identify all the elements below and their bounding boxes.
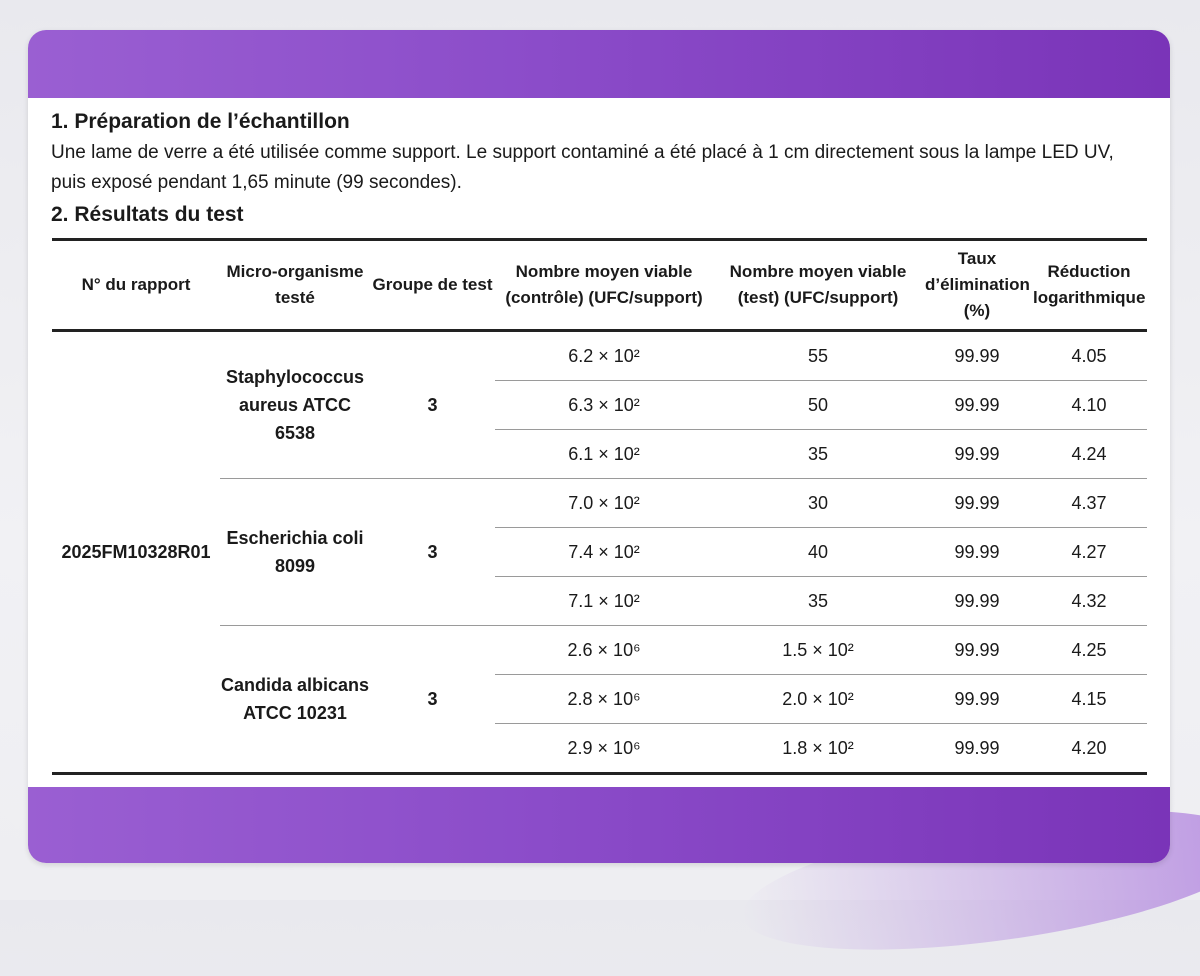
elimination-rate-cell: 99.99 [923, 626, 1031, 675]
elimination-rate-cell: 99.99 [923, 479, 1031, 528]
control-count-cell: 2.8 × 10⁶ [495, 675, 713, 724]
table-row [52, 331, 1147, 381]
elimination-rate-cell: 99.99 [923, 381, 1031, 430]
test-count-cell: 55 [713, 331, 923, 381]
log-reduction-cell: 4.37 [1031, 479, 1147, 528]
control-count-cell: 2.9 × 10⁶ [567, 737, 641, 758]
header-elimination-rate: Taux d’élimination (%) [923, 240, 1031, 331]
section-2-heading: 2. Résultats du test [51, 203, 244, 226]
control-count-cell: 6.2 × 10² [495, 331, 713, 381]
table-header-row [52, 240, 1147, 331]
log-reduction-cell: 4.20 [1071, 737, 1107, 758]
header-log-reduction: Réduction logarithmique [1031, 240, 1147, 331]
control-count-cell: 6.1 × 10² [495, 430, 713, 479]
test-count-cell: 1.5 × 10² [713, 626, 923, 675]
document-card [28, 30, 1170, 863]
log-reduction-cell: 4.24 [1031, 430, 1147, 479]
header-test-count: Nombre moyen viable (test) (UFC/support) [713, 240, 923, 331]
elimination-rate-cell: 99.99 [923, 577, 1031, 626]
log-reduction-cell: 4.10 [1031, 381, 1147, 430]
log-reduction-cell: 4.27 [1031, 528, 1147, 577]
elimination-rate-cell: 99.99 [923, 430, 1031, 479]
header-test-group: Groupe de test [370, 240, 495, 331]
report-number: 2025FM10328R01 [61, 541, 211, 562]
test-group-cell: 3 [427, 688, 438, 709]
test-count-cell: 40 [713, 528, 923, 577]
elimination-rate-cell: 99.99 [923, 675, 1031, 724]
control-count-cell: 7.4 × 10² [495, 528, 713, 577]
organism-cell: Escherichia coli 8099 [220, 479, 370, 626]
control-count-cell: 6.3 × 10² [495, 381, 713, 430]
top-purple-band [28, 30, 1170, 98]
test-count-cell: 35 [713, 430, 923, 479]
test-group-cell: 3 [370, 331, 495, 479]
elimination-rate-cell: 99.99 [923, 331, 1031, 381]
test-count-cell: 35 [713, 577, 923, 626]
header-report-no: N° du rapport [52, 240, 220, 331]
log-reduction-cell: 4.05 [1031, 331, 1147, 381]
organism-cell: Staphylococcus aureus ATCC 6538 [220, 331, 370, 479]
log-reduction-cell: 4.32 [1031, 577, 1147, 626]
header-control-count: Nombre moyen viable (contrôle) (UFC/support) [495, 240, 713, 331]
test-count-cell: 1.8 × 10² [782, 737, 854, 758]
control-count-cell: 2.6 × 10⁶ [495, 626, 713, 675]
section-1-text: Une lame de verre a été utilisée comme support. Le support contaminé a été placé à 1 cm directement sous la lampe LED UV, puis exposé pendant 1,65 minute (99 secondes). [51, 142, 1114, 193]
log-reduction-cell: 4.25 [1031, 626, 1147, 675]
test-count-cell: 30 [713, 479, 923, 528]
test-count-cell: 2.0 × 10² [713, 675, 923, 724]
elimination-rate-cell: 99.99 [923, 528, 1031, 577]
control-count-cell: 7.0 × 10² [495, 479, 713, 528]
organism-cell: Candida albicans ATCC 10231 [220, 675, 370, 723]
elimination-rate-cell: 99.99 [954, 737, 1000, 758]
test-count-cell: 50 [713, 381, 923, 430]
content-area [51, 108, 1151, 229]
results-table [52, 238, 1147, 775]
header-organism: Micro-organisme testé [220, 240, 370, 331]
section-1-heading: 1. Préparation de l’échantillon [51, 110, 350, 133]
bottom-purple-band [28, 787, 1170, 863]
control-count-cell: 7.1 × 10² [495, 577, 713, 626]
test-group-cell: 3 [370, 479, 495, 626]
log-reduction-cell: 4.15 [1031, 675, 1147, 724]
